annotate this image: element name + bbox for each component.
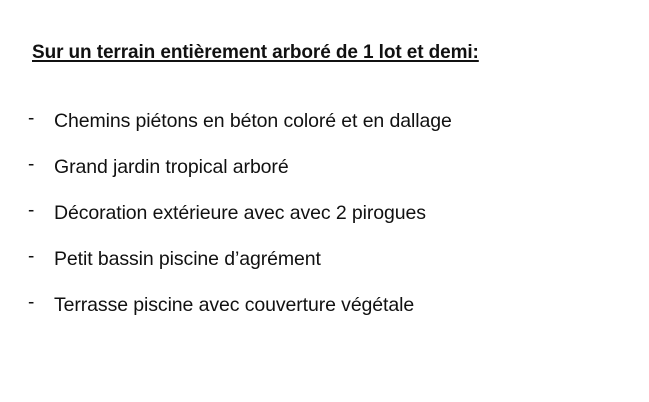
bullet-dash: - [28, 246, 35, 267]
bullet-dash: - [28, 292, 35, 313]
list-item [28, 294, 452, 340]
list-item-text: Petit bassin piscine d’agrément [54, 248, 321, 270]
list-item [28, 202, 452, 248]
list-item-text: Chemins piétons en béton coloré et en dallage [54, 110, 452, 132]
bullet-dash: - [28, 154, 35, 175]
bullet-dash: - [28, 200, 35, 221]
list-item [28, 110, 452, 156]
list-item-text: Grand jardin tropical arboré [54, 156, 289, 178]
bullet-dash: - [28, 108, 35, 129]
feature-list [28, 110, 452, 340]
list-item [28, 156, 452, 202]
list-item [28, 248, 452, 294]
list-item-text: Terrasse piscine avec couverture végétale [54, 294, 415, 316]
list-item-text: Décoration extérieure avec avec 2 pirogues [54, 202, 426, 224]
section-heading: Sur un terrain entièrement arboré de 1 lot et demi: [32, 42, 479, 63]
